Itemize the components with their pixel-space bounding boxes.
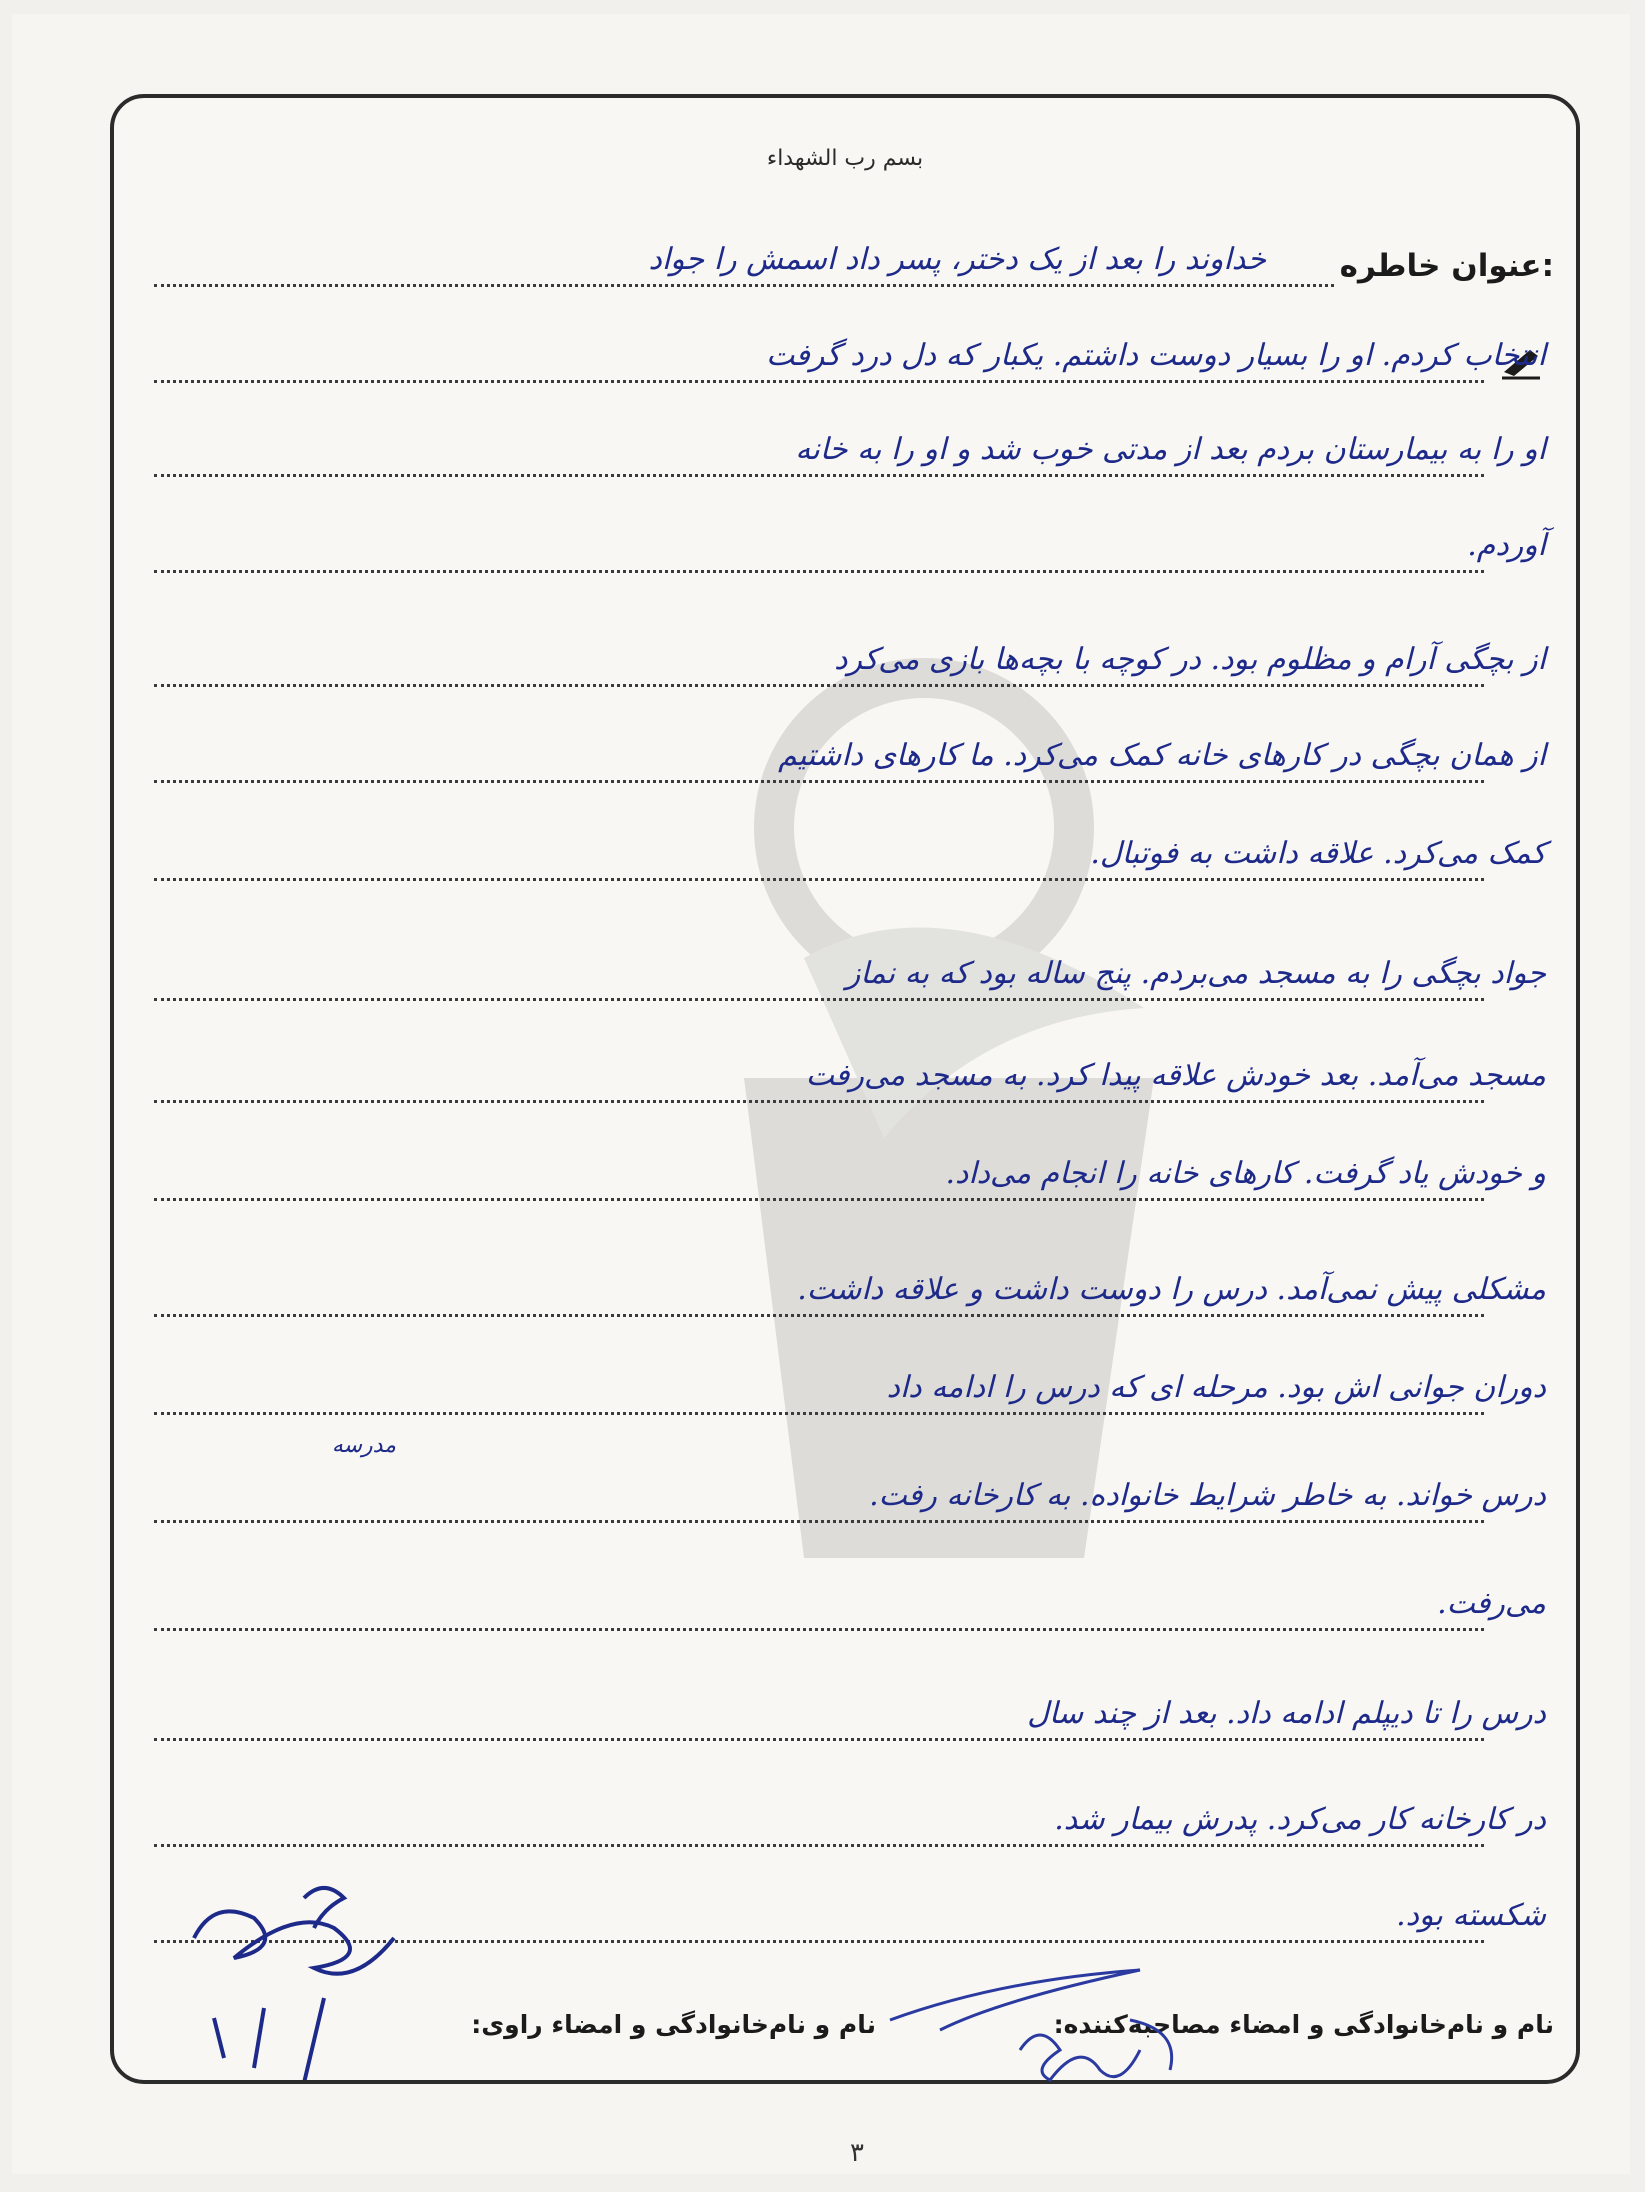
page-header: بسم رب الشهداء <box>766 146 924 171</box>
handwritten-line: می‌رفت. <box>1437 1586 1546 1621</box>
handwritten-line: کمک می‌کرد. علاقه داشت به فوتبال. <box>1090 836 1546 871</box>
ruled-line <box>154 780 1484 783</box>
ruled-line <box>154 1628 1484 1631</box>
ruled-line <box>154 1314 1484 1317</box>
ruled-line <box>154 1844 1484 1847</box>
ruled-line <box>154 1738 1484 1741</box>
memory-title-label: عنوان خاطره: <box>1339 248 1554 284</box>
ruled-line <box>154 998 1484 1001</box>
margin-note: مدرسه <box>331 1433 396 1458</box>
ruled-line <box>154 380 1484 383</box>
handwritten-line: خداوند را بعد از یک دختر، پسر داد اسمش را جواد <box>648 242 1266 277</box>
form-frame <box>110 94 1580 2084</box>
handwritten-line: شکسته بود. <box>1396 1898 1546 1933</box>
handwritten-line: و خودش یاد گرفت. کارهای خانه را انجام می‌داد. <box>945 1156 1546 1191</box>
handwritten-line: دوران جوانی اش بود. مرحله ای که درس را ادامه داد <box>886 1370 1546 1405</box>
ruled-line <box>154 570 1484 573</box>
ruled-line <box>154 1198 1484 1201</box>
handwritten-line: درس خواند. به خاطر شرایط خانواده. به کارخانه رفت. <box>869 1478 1546 1513</box>
interviewer-signature <box>880 1960 1260 2090</box>
ruled-line <box>154 878 1484 881</box>
ruled-line <box>154 284 1334 287</box>
ruled-line <box>154 1412 1484 1415</box>
watermark-emblem-icon <box>684 658 1204 1558</box>
narrator-signature <box>174 1878 414 2084</box>
narrator-signature-label: نام و نام‌خانوادگی و امضاء راوی: <box>471 2010 876 2039</box>
interviewer-signature-label: نام و نام‌خانوادگی و امضاء مصاحبه‌کننده: <box>1053 2010 1554 2039</box>
page-number: ۳ <box>850 2138 864 2168</box>
handwritten-line: مسجد می‌آمد. بعد خودش علاقه پیدا کرد. به مسجد می‌رفت <box>805 1058 1546 1093</box>
ruled-line <box>154 684 1484 687</box>
handwritten-line: از بچگی آرام و مظلوم بود. در کوچه با بچه‌ها بازی می‌کرد <box>834 642 1546 677</box>
ruled-line <box>154 474 1484 477</box>
ruled-line <box>154 1520 1484 1523</box>
handwritten-line: مشکلی پیش نمی‌آمد. درس را دوست داشت و علاقه داشت. <box>797 1272 1546 1307</box>
handwritten-line: از همان بچگی در کارهای خانه کمک می‌کرد. ما کارهای داشتیم <box>778 738 1546 773</box>
handwritten-line: انتخاب کردم. او را بسیار دوست داشتم. یکبار که دل درد گرفت <box>766 338 1546 373</box>
handwritten-line: او را به بیمارستان بردم بعد از مدتی خوب شد و او را به خانه <box>795 432 1546 467</box>
handwritten-line: آوردم. <box>1467 528 1546 563</box>
handwritten-line: درس را تا دیپلم ادامه داد. بعد از چند سال <box>1027 1696 1546 1731</box>
handwritten-line: جواد بچگی را به مسجد می‌بردم. پنج ساله بود که به نماز <box>845 956 1546 991</box>
ruled-line <box>154 1100 1484 1103</box>
handwritten-line: در کارخانه کار می‌کرد. پدرش بیمار شد. <box>1054 1802 1546 1837</box>
